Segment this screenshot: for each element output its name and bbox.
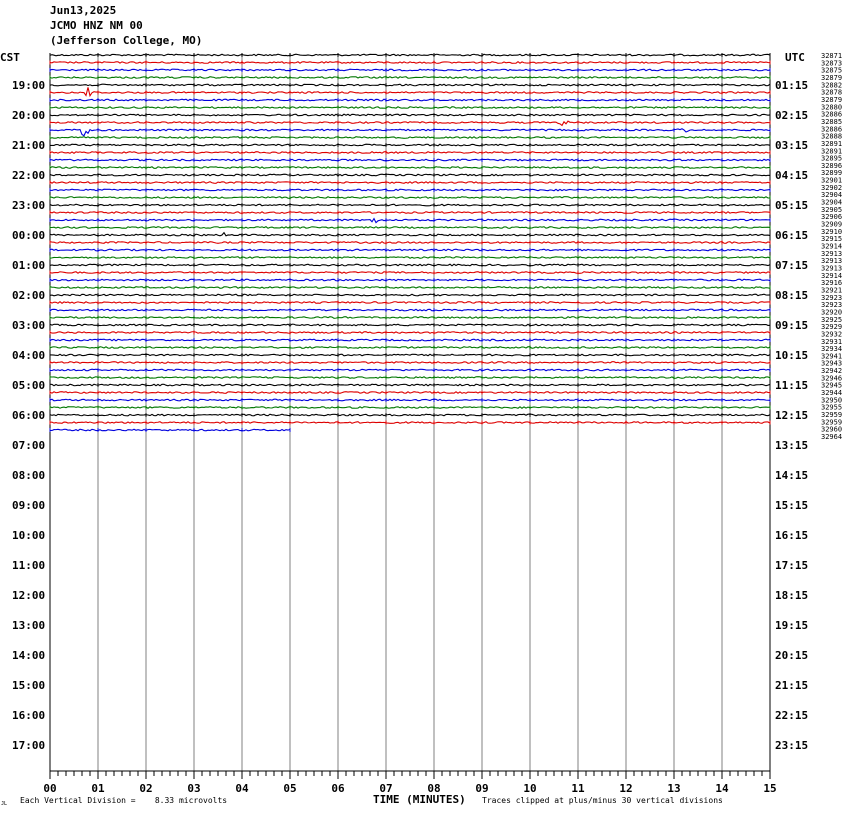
left-hour-label: 21:00 bbox=[12, 139, 46, 152]
right-hour-label: 02:15 bbox=[775, 109, 809, 122]
cst-label: CST bbox=[0, 51, 20, 64]
trace-row bbox=[50, 69, 770, 71]
trace-row bbox=[50, 62, 770, 64]
right-hour-label: 15:15 bbox=[775, 499, 809, 512]
clip-note: Traces clipped at plus/minus 30 vertical divisions bbox=[482, 796, 723, 805]
row-baseline-value: 32925 bbox=[821, 315, 843, 324]
row-baseline-value: 32886 bbox=[821, 125, 843, 134]
trace-row bbox=[50, 287, 770, 289]
right-hour-label: 04:15 bbox=[775, 169, 809, 182]
trace-row bbox=[50, 242, 770, 244]
row-baseline-value: 32891 bbox=[821, 147, 843, 156]
trace-row bbox=[50, 422, 770, 424]
row-baseline-value: 32888 bbox=[821, 132, 843, 141]
row-baseline-value: 32942 bbox=[821, 367, 843, 376]
trace-row bbox=[50, 114, 770, 116]
right-hour-label: 08:15 bbox=[775, 289, 809, 302]
right-hour-label: 09:15 bbox=[775, 319, 809, 332]
row-baseline-value: 32921 bbox=[821, 286, 843, 295]
left-hour-label: 11:00 bbox=[12, 559, 46, 572]
x-tick-label: 07 bbox=[379, 782, 393, 795]
trace-row bbox=[50, 347, 770, 349]
row-baseline-value: 32904 bbox=[821, 198, 843, 207]
x-tick-label: 13 bbox=[667, 782, 681, 795]
right-hour-label: 05:15 bbox=[775, 199, 809, 212]
x-tick-label: 15 bbox=[763, 782, 777, 795]
row-baseline-value: 32920 bbox=[821, 308, 843, 317]
row-baseline-value: 32950 bbox=[821, 396, 843, 405]
row-baseline-value: 32882 bbox=[821, 81, 843, 90]
trace-row bbox=[50, 107, 770, 109]
right-hour-label: 06:15 bbox=[775, 229, 809, 242]
row-baseline-value: 32946 bbox=[821, 374, 843, 383]
x-tick-label: 00 bbox=[43, 782, 57, 795]
row-baseline-value: 32913 bbox=[821, 264, 843, 273]
row-baseline-value: 32879 bbox=[821, 73, 843, 82]
row-baseline-value: 32909 bbox=[821, 220, 843, 229]
trace-row bbox=[50, 129, 770, 136]
trace-row bbox=[50, 204, 770, 206]
trace-row bbox=[50, 407, 770, 409]
trace-row bbox=[50, 227, 770, 229]
trace-row bbox=[50, 99, 770, 101]
left-hour-label: 20:00 bbox=[12, 109, 46, 122]
trace-row bbox=[50, 152, 770, 154]
seismic-traces bbox=[50, 53, 770, 432]
x-axis-title: TIME (MINUTES) bbox=[373, 793, 466, 806]
trace-row bbox=[50, 377, 770, 379]
left-hour-label: 13:00 bbox=[12, 619, 46, 632]
right-hour-label: 21:15 bbox=[775, 679, 809, 692]
trace-row bbox=[50, 54, 770, 56]
row-baseline-value: 32895 bbox=[821, 154, 843, 163]
chart-location: (Jefferson College, MO) bbox=[50, 34, 203, 47]
trace-row bbox=[50, 399, 770, 401]
right-hour-label: 11:15 bbox=[775, 379, 809, 392]
row-baseline-value: 32913 bbox=[821, 249, 843, 258]
trace-row bbox=[50, 324, 770, 326]
x-tick-label: 01 bbox=[91, 782, 105, 795]
trace-row bbox=[50, 384, 770, 386]
trace-row bbox=[50, 84, 770, 86]
row-baseline-value: 32934 bbox=[821, 345, 843, 354]
left-hour-label: 02:00 bbox=[12, 289, 46, 302]
row-baseline-value: 32959 bbox=[821, 411, 843, 420]
trace-row bbox=[50, 317, 770, 319]
row-baseline-value: 32929 bbox=[821, 323, 843, 332]
right-hour-label: 19:15 bbox=[775, 619, 809, 632]
trace-row bbox=[50, 302, 770, 304]
trace-row bbox=[50, 174, 770, 176]
row-baseline-value: 32943 bbox=[821, 359, 843, 368]
trace-row bbox=[50, 121, 770, 125]
trace-row bbox=[50, 182, 770, 184]
row-baseline-value: 32896 bbox=[821, 161, 843, 170]
left-hour-label: 15:00 bbox=[12, 679, 46, 692]
row-baseline-value: 32923 bbox=[821, 301, 843, 310]
left-hour-label: 16:00 bbox=[12, 709, 46, 722]
left-hour-label: 06:00 bbox=[12, 409, 46, 422]
x-tick-label: 05 bbox=[283, 782, 297, 795]
left-hour-label: 14:00 bbox=[12, 649, 46, 662]
x-axis bbox=[43, 771, 776, 795]
left-hour-label: 03:00 bbox=[12, 319, 46, 332]
right-hour-label: 13:15 bbox=[775, 439, 809, 452]
chart-station: JCMO HNZ NM 00 bbox=[50, 19, 143, 32]
row-baseline-value: 32875 bbox=[821, 66, 843, 75]
trace-row bbox=[50, 429, 290, 431]
x-tick-label: 12 bbox=[619, 782, 633, 795]
x-tick-label: 04 bbox=[235, 782, 249, 795]
x-tick-label: 03 bbox=[187, 782, 201, 795]
row-baseline-value: 32899 bbox=[821, 169, 843, 178]
row-baseline-value: 32873 bbox=[821, 59, 843, 68]
minute-gridlines bbox=[50, 55, 770, 771]
trace-row bbox=[50, 369, 770, 371]
right-hour-label: 03:15 bbox=[775, 139, 809, 152]
row-baseline-value: 32959 bbox=[821, 418, 843, 427]
left-hour-label: 23:00 bbox=[12, 199, 46, 212]
trace-row bbox=[50, 414, 770, 416]
left-hour-label: 22:00 bbox=[12, 169, 46, 182]
row-baseline-value: 32955 bbox=[821, 403, 843, 412]
right-hour-label: 17:15 bbox=[775, 559, 809, 572]
row-baseline-value: 32914 bbox=[821, 271, 843, 280]
right-hour-label: 07:15 bbox=[775, 259, 809, 272]
trace-row bbox=[50, 264, 770, 266]
trace-row bbox=[50, 159, 770, 161]
row-baseline-value: 32906 bbox=[821, 213, 843, 222]
chart-date: Jun13,2025 bbox=[50, 4, 117, 17]
right-hour-label: 23:15 bbox=[775, 739, 809, 752]
row-baseline-value: 32945 bbox=[821, 381, 843, 390]
x-tick-label: 08 bbox=[427, 782, 441, 795]
utc-label: UTC bbox=[785, 51, 805, 64]
trace-row bbox=[50, 233, 770, 236]
row-baseline-value: 32941 bbox=[821, 352, 843, 361]
trace-row bbox=[50, 144, 770, 146]
x-tick-label: 02 bbox=[139, 782, 153, 795]
row-baseline-value: 32879 bbox=[821, 95, 843, 104]
row-baseline-labels bbox=[821, 52, 842, 441]
row-baseline-value: 32910 bbox=[821, 227, 843, 236]
x-tick-label: 09 bbox=[475, 782, 489, 795]
scale-note: Each Vertical Division = 8.33 microvolts bbox=[20, 796, 228, 805]
trace-row bbox=[50, 87, 770, 95]
trace-row bbox=[50, 339, 770, 341]
trace-row bbox=[50, 77, 770, 79]
corner-mark: JL bbox=[1, 801, 8, 807]
x-tick-label: 10 bbox=[523, 782, 537, 795]
trace-row bbox=[50, 189, 770, 191]
row-baseline-value: 32871 bbox=[821, 52, 843, 60]
row-baseline-value: 32901 bbox=[821, 176, 843, 185]
trace-row bbox=[50, 219, 770, 223]
left-hour-label: 09:00 bbox=[12, 499, 46, 512]
row-baseline-value: 32902 bbox=[821, 183, 843, 192]
x-tick-label: 11 bbox=[571, 782, 585, 795]
row-baseline-value: 32886 bbox=[821, 110, 843, 119]
row-baseline-value: 32878 bbox=[821, 88, 843, 97]
row-baseline-value: 32944 bbox=[821, 389, 843, 398]
row-baseline-value: 32964 bbox=[821, 433, 843, 441]
row-baseline-value: 32932 bbox=[821, 330, 843, 339]
row-baseline-value: 32914 bbox=[821, 242, 843, 251]
row-baseline-value: 32915 bbox=[821, 235, 843, 244]
right-hour-label: 22:15 bbox=[775, 709, 809, 722]
trace-row bbox=[50, 137, 770, 139]
left-hour-label: 17:00 bbox=[12, 739, 46, 752]
row-baseline-value: 32916 bbox=[821, 279, 843, 288]
row-baseline-value: 32880 bbox=[821, 103, 843, 112]
trace-row bbox=[50, 332, 770, 334]
row-baseline-value: 32904 bbox=[821, 191, 843, 200]
right-hour-label: 20:15 bbox=[775, 649, 809, 662]
trace-row bbox=[50, 197, 770, 199]
trace-row bbox=[50, 309, 770, 311]
row-baseline-value: 32913 bbox=[821, 257, 843, 266]
left-hour-label: 08:00 bbox=[12, 469, 46, 482]
right-hour-label: 14:15 bbox=[775, 469, 809, 482]
trace-row bbox=[50, 392, 770, 394]
x-tick-label: 14 bbox=[715, 782, 729, 795]
right-hour-label: 01:15 bbox=[775, 79, 809, 92]
row-baseline-value: 32931 bbox=[821, 337, 843, 346]
left-hour-label: 04:00 bbox=[12, 349, 46, 362]
row-baseline-value: 32891 bbox=[821, 139, 843, 148]
trace-row bbox=[50, 294, 770, 296]
row-baseline-value: 32885 bbox=[821, 117, 843, 126]
trace-row bbox=[50, 272, 770, 274]
left-hour-label: 01:00 bbox=[12, 259, 46, 272]
left-hour-label: 05:00 bbox=[12, 379, 46, 392]
left-hour-label: 12:00 bbox=[12, 589, 46, 602]
trace-row bbox=[50, 362, 770, 364]
trace-row bbox=[50, 354, 770, 356]
left-hour-label: 00:00 bbox=[12, 229, 46, 242]
left-hour-label: 07:00 bbox=[12, 439, 46, 452]
row-baseline-value: 32960 bbox=[821, 425, 843, 434]
row-baseline-value: 32923 bbox=[821, 293, 843, 302]
right-hour-label: 12:15 bbox=[775, 409, 809, 422]
left-hour-label: 19:00 bbox=[12, 79, 46, 92]
left-hour-label: 10:00 bbox=[12, 529, 46, 542]
right-hour-label: 16:15 bbox=[775, 529, 809, 542]
right-hour-label: 10:15 bbox=[775, 349, 809, 362]
trace-row bbox=[50, 167, 770, 169]
right-hour-label: 18:15 bbox=[775, 589, 809, 602]
trace-row bbox=[50, 279, 770, 281]
x-tick-label: 06 bbox=[331, 782, 345, 795]
row-baseline-value: 32905 bbox=[821, 205, 843, 214]
trace-row bbox=[50, 249, 770, 251]
trace-row bbox=[50, 212, 770, 214]
trace-row bbox=[50, 257, 770, 259]
